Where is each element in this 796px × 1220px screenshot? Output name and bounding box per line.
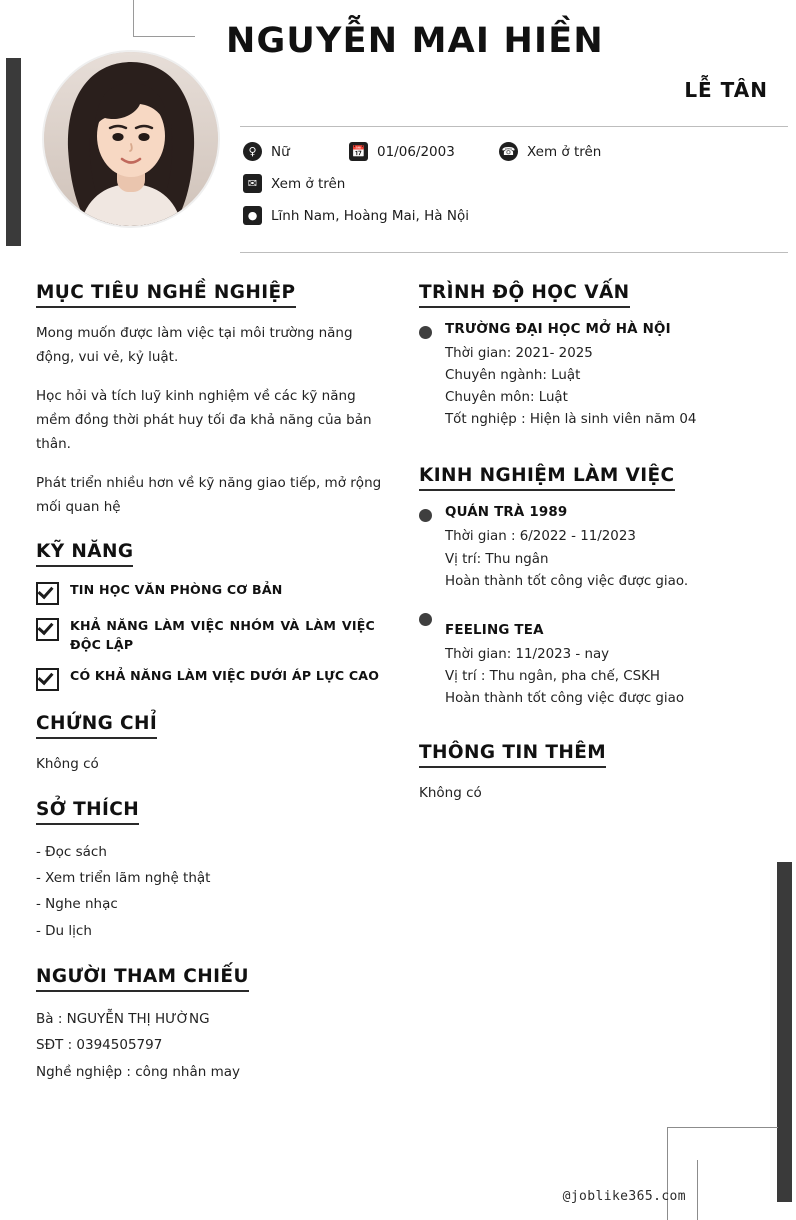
experience-company: FEELING TEA	[445, 622, 544, 638]
bullet-icon	[419, 326, 432, 339]
experience-entry	[445, 609, 769, 710]
list-item	[419, 322, 769, 431]
reference-line: SĐT : 0394505797	[36, 1037, 163, 1054]
avatar	[42, 50, 220, 228]
section-title-certificates: CHỨNG CHỈ	[36, 713, 157, 739]
education-detail: Chuyên môn: Luật	[445, 390, 568, 406]
education-school: TRƯỜNG ĐẠI HỌC MỞ HÀ NỘI	[445, 322, 671, 337]
experience-company: QUÁN TRÀ 1989	[445, 505, 568, 521]
experience-detail: Vị trí: Thu ngân	[445, 551, 549, 567]
location-icon: ●	[243, 206, 262, 225]
education-entry	[445, 322, 769, 431]
contact-address-value: Lĩnh Nam, Hoàng Mai, Hà Nội	[271, 207, 469, 224]
check-icon	[36, 668, 59, 691]
section-title-skills: KỸ NĂNG	[36, 541, 133, 567]
skill-label: TIN HỌC VĂN PHÒNG CƠ BẢN	[70, 582, 283, 598]
contact-email[interactable]	[243, 174, 345, 193]
corner-frame-inner	[697, 1160, 778, 1220]
experience-detail: Vị trí : Thu ngân, pha chế, CSKH	[445, 668, 660, 684]
header-divider-bottom	[240, 252, 788, 253]
list-item: - Du lịch	[36, 922, 92, 939]
contact-dob	[349, 142, 499, 161]
list-item	[419, 609, 769, 710]
check-icon	[36, 618, 59, 641]
skill-label: KHẢ NĂNG LÀM VIỆC NHÓM VÀ LÀM VIỆC ĐỘC LẬP	[70, 618, 375, 653]
section-certificates	[36, 713, 384, 777]
calendar-icon: 📅	[349, 142, 368, 161]
experience-detail: Thời gian : 6/2022 - 11/2023	[445, 529, 636, 545]
experience-entry	[445, 505, 769, 592]
check-icon	[36, 582, 59, 605]
experience-detail: Hoàn thành tốt công việc được giao.	[445, 573, 689, 589]
section-reference	[36, 966, 384, 1085]
objective-paragraph: Học hỏi và tích luỹ kinh nghiệm về các kỹ năng mềm đồng thời phát huy tối đa khả năng của bản thân.	[36, 388, 372, 452]
education-detail: Tốt nghiệp : Hiện là sinh viên năm 04	[445, 412, 697, 428]
skill-label: CÓ KHẢ NĂNG LÀM VIỆC DƯỚI ÁP LỰC CAO	[70, 668, 380, 684]
section-hobbies	[36, 799, 384, 944]
reference-line: Bà : NGUYỄN THỊ HƯỜNG	[36, 1011, 210, 1028]
section-experience	[419, 465, 769, 710]
education-detail: Chuyên ngành: Luật	[445, 368, 581, 384]
objective-paragraph: Mong muốn được làm việc tại môi trường năng động, vui vẻ, kỷ luật.	[36, 325, 353, 365]
contact-address	[243, 206, 469, 225]
phone-icon: ☎	[499, 142, 518, 161]
section-title-extra-info: THÔNG TIN THÊM	[419, 742, 606, 768]
reference-line: Nghề nghiệp : công nhân may	[36, 1063, 241, 1080]
section-title-objective: MỤC TIÊU NGHỀ NGHIỆP	[36, 282, 296, 308]
experience-detail: Thời gian: 11/2023 - nay	[445, 646, 610, 662]
left-column	[36, 282, 384, 1107]
contact-row-1	[243, 142, 788, 161]
section-objective	[36, 282, 384, 519]
list-item: - Xem triển lãm nghệ thật	[36, 870, 211, 887]
contact-row-2	[243, 174, 788, 193]
education-detail: Thời gian: 2021- 2025	[445, 346, 593, 361]
page-title: NGUYỄN MAI HIỀN	[226, 21, 604, 61]
experience-detail: Hoàn thành tốt công việc được giao	[445, 690, 685, 706]
bullet-icon	[419, 509, 432, 522]
watermark: @joblike365.com	[562, 1189, 686, 1204]
list-item	[36, 581, 384, 605]
contact-phone[interactable]	[499, 142, 601, 161]
section-skills	[36, 541, 384, 691]
extra-info-content: Không có	[419, 785, 482, 802]
cv-header	[0, 0, 796, 258]
bullet-icon	[419, 613, 432, 626]
certificates-content: Không có	[36, 756, 99, 773]
right-accent-bar	[777, 862, 792, 1202]
objective-paragraph: Phát triển nhiều hơn về kỹ năng giao tiếp, mở rộng mối quan hệ	[36, 475, 382, 515]
list-item	[36, 667, 384, 691]
section-title-hobbies: SỞ THÍCH	[36, 799, 139, 825]
contact-info	[243, 142, 788, 238]
list-item	[419, 505, 769, 592]
section-extra-info	[419, 742, 769, 806]
contact-email-value: Xem ở trên	[271, 175, 346, 192]
section-title-reference: NGƯỜI THAM CHIẾU	[36, 966, 249, 992]
email-icon: ✉	[243, 174, 262, 193]
contact-gender-value: Nữ	[271, 143, 290, 160]
section-title-experience: KINH NGHIỆM LÀM VIỆC	[419, 465, 675, 491]
contact-row-3	[243, 206, 788, 225]
list-item	[36, 617, 384, 655]
gender-icon: ♀	[243, 142, 262, 161]
contact-phone-value: Xem ở trên	[527, 143, 602, 160]
right-column	[419, 282, 769, 828]
contact-gender	[243, 142, 349, 161]
contact-dob-value: 01/06/2003	[377, 143, 455, 160]
header-divider-top	[240, 126, 788, 127]
name-block	[226, 22, 774, 102]
section-education	[419, 282, 769, 431]
list-item: - Nghe nhạc	[36, 896, 118, 913]
job-title: LỄ TÂN	[684, 77, 768, 102]
list-item: - Đọc sách	[36, 843, 107, 860]
section-title-education: TRÌNH ĐỘ HỌC VẤN	[419, 282, 630, 308]
